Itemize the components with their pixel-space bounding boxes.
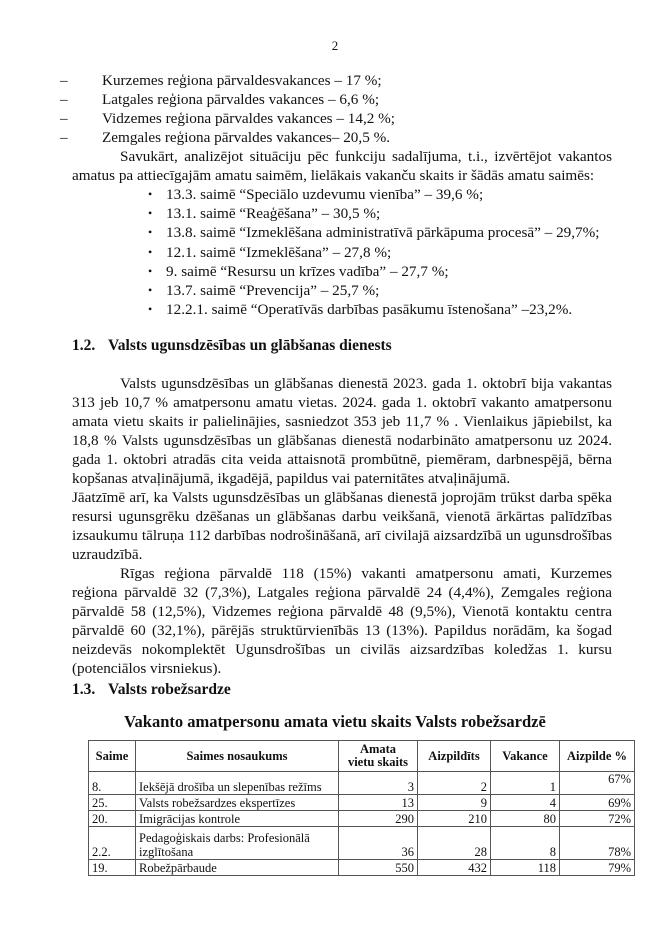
- cell-name: Iekšējā drošība un slepenības režīms: [136, 772, 339, 795]
- list-item-text: 9. saimē “Resursu un krīzes vadība” – 27,7 %;: [166, 262, 449, 280]
- table-header-row: [89, 741, 635, 772]
- list-item: [148, 185, 618, 204]
- vugd-paragraph-1: Valsts ugunsdzēsības un glābšanas dienestā 2023. gada 1. oktobrī bija vakantas 313 jeb 10,7 % amatpersonu amatu vietas. 2024. gada 1. oktobrī vakanto amatpersonu amata vietu skaits ir palielinājies, sasniedzot 353 jeb 11,7 % . Vienlaikus jāpiebilst, ka 18,8 % Valsts ugunsdzēsības un glābšanas dienestā nodarbināto amatpersonu uz 2024. gada 1. oktobri atradās cita veida attaisnotā prombūtnē, piemēram, darbnespējā, bērna kopšanas atvaļinājumā, ikgadējā, papildus vai paternitātes atvaļinājumā.: [72, 375, 612, 487]
- cell-saime: 2.2.: [89, 827, 136, 860]
- header-line: Amata: [359, 742, 397, 756]
- list-item: [148, 243, 618, 262]
- cell-total: 550: [339, 860, 418, 876]
- cell-name: Valsts robežsardzes ekspertīzes: [136, 795, 339, 811]
- list-item: [148, 281, 618, 300]
- cell-name: Imigrācijas kontrole: [136, 811, 339, 827]
- section-heading-1-2: [72, 337, 392, 355]
- cell-filled: 2: [418, 772, 491, 795]
- table-row: [89, 827, 635, 860]
- header-amata-vietu-skaits: [339, 741, 418, 772]
- header-saimes-nosaukums: Saimes nosaukums: [136, 741, 339, 772]
- list-item: [148, 223, 618, 242]
- function-intro-paragraph: Savukārt, analizējot situāciju pēc funkciju sadalījuma, t.i., izvērtējot vakantos amatus pa attiecīgajām amatu saimēm, lielākais vakanču skaits ir šādās amatu saimēs:: [72, 148, 612, 184]
- section-title: Valsts ugunsdzēsības un glābšanas dienests: [108, 337, 392, 354]
- section-number: 1.2.: [72, 337, 96, 354]
- cell-pct: 79%: [560, 860, 635, 876]
- cell-name: [136, 827, 339, 860]
- cell-vacancy: 4: [491, 795, 560, 811]
- list-item-text: 13.8. saimē “Izmeklēšana administratīvā pārkāpuma procesā” – 29,7%;: [166, 224, 600, 242]
- table-title: Vakanto amatpersonu amata vietu skaits Valsts robežsardzē: [124, 712, 546, 731]
- list-item-text: 13.3. saimē “Speciālo uzdevumu vienība” – 39,6 %;: [166, 186, 484, 203]
- header-aizpilde-pct: Aizpilde %: [560, 741, 635, 772]
- cell-pct: 67%: [560, 772, 635, 795]
- list-item-text: 12.1. saimē “Izmeklēšana” – 27,8 %;: [166, 243, 392, 261]
- cell-total: 36: [339, 827, 418, 860]
- cell-saime: 25.: [89, 795, 136, 811]
- cell-name: Robežpārbaude: [136, 860, 339, 876]
- cell-vacancy: 118: [491, 860, 560, 876]
- table-row: [89, 772, 635, 795]
- bullet-icon: •: [148, 282, 153, 297]
- cell-name-line: izglītošana: [139, 845, 194, 859]
- header-saime: Saime: [89, 741, 136, 772]
- bullet-icon: •: [148, 263, 153, 278]
- cell-pct: 78%: [560, 827, 635, 860]
- cell-pct: 72%: [560, 811, 635, 827]
- cell-saime: 8.: [89, 772, 136, 795]
- cell-total: 290: [339, 811, 418, 827]
- list-item: [60, 71, 620, 90]
- bullet-icon: •: [148, 302, 153, 317]
- list-item: [148, 262, 618, 281]
- bullet-icon: •: [148, 244, 153, 259]
- cell-total: 13: [339, 795, 418, 811]
- cell-saime: 19.: [89, 860, 136, 876]
- vugd-paragraph-2: Jāatzīmē arī, ka Valsts ugunsdzēsības un glābšanas dienestā joprojām trūkst darba spēka resursi ugunsgrēku dzēšanas un glābšanas darbu veikšanā, vienotā ārkārtas palīdzības izsaukumu tālruņa 112 darbības nodrošināšanā, arī civilajā aizsardzībā un ugunsdrošības uzraudzībā.: [72, 489, 612, 563]
- table-row: [89, 860, 635, 876]
- cell-filled: 9: [418, 795, 491, 811]
- list-item-text: Kurzemes reģiona pārvaldesvakances – 17 %;: [102, 72, 382, 89]
- section-title: Valsts robežsardze: [108, 681, 231, 698]
- list-item-text: 13.7. saimē “Prevencija” – 25,7 %;: [166, 281, 380, 299]
- list-item: [148, 300, 618, 319]
- dash-bullet-icon: –: [60, 91, 68, 108]
- cell-pct: 69%: [560, 795, 635, 811]
- table-row: [89, 811, 635, 827]
- border-guard-vacancy-table: [88, 740, 635, 876]
- dash-bullet-icon: –: [60, 72, 68, 89]
- list-item-text: Latgales reģiona pārvaldes vakances – 6,6 %;: [102, 91, 380, 108]
- cell-filled: 28: [418, 827, 491, 860]
- list-item-text: 13.1. saimē “Reaģēšana” – 30,5 %;: [166, 205, 381, 223]
- cell-vacancy: 8: [491, 827, 560, 860]
- list-item: [60, 128, 620, 147]
- cell-name-line: Pedagoģiskais darbs: Profesionālā: [139, 831, 310, 845]
- cell-filled: 432: [418, 860, 491, 876]
- cell-filled: 210: [418, 811, 491, 827]
- cell-saime: 20.: [89, 811, 136, 827]
- list-item-text: Vidzemes reģiona pārvaldes vakances – 14,2 %;: [102, 110, 396, 127]
- cell-vacancy: 1: [491, 772, 560, 795]
- header-aizpildits: Aizpildīts: [418, 741, 491, 772]
- list-item-text: Zemgales reģiona pārvaldes vakances– 20,5 %.: [102, 129, 391, 146]
- table-row: [89, 795, 635, 811]
- vugd-paragraph-3: Rīgas reģiona pārvaldē 118 (15%) vakanti amatpersonu amati, Kurzemes reģiona pārvaldē 32 (7,3%), Latgales reģiona pārvaldē 24 (4,4%), Zemgales reģiona pārvaldē 58 (12,5%), Vidzemes reģiona pārvaldē 48 (9,5%), Vienotā kontaktu centra pārvaldē 60 (32,1%), pārējās struktūrvienībās 13 (13%). Papildus norādām, ka šogad neizdevās nokomplektēt Ugunsdrošības un civilās aizsardzības koledžas 1. kursu (potenciālos virsniekus).: [72, 565, 612, 677]
- bullet-icon: •: [148, 187, 153, 201]
- list-item: [148, 204, 618, 223]
- section-heading-1-3: [72, 681, 231, 699]
- list-item-text: 12.2.1. saimē “Operatīvās darbības pasākumu īstenošana” –23,2%.: [166, 301, 573, 319]
- header-line: vietu skaits: [347, 755, 409, 769]
- cell-total: 3: [339, 772, 418, 795]
- family-vacancy-list: [148, 185, 618, 319]
- dash-bullet-icon: –: [60, 129, 68, 146]
- dash-bullet-icon: –: [60, 110, 68, 127]
- cell-vacancy: 80: [491, 811, 560, 827]
- page-number: 2: [331, 38, 339, 53]
- bullet-icon: •: [148, 225, 153, 240]
- list-item: [60, 109, 620, 128]
- section-number: 1.3.: [72, 681, 96, 698]
- list-item: [60, 90, 620, 109]
- header-vakance: Vakance: [491, 741, 560, 772]
- bullet-icon: •: [148, 206, 153, 221]
- regional-vacancy-list: [60, 71, 620, 147]
